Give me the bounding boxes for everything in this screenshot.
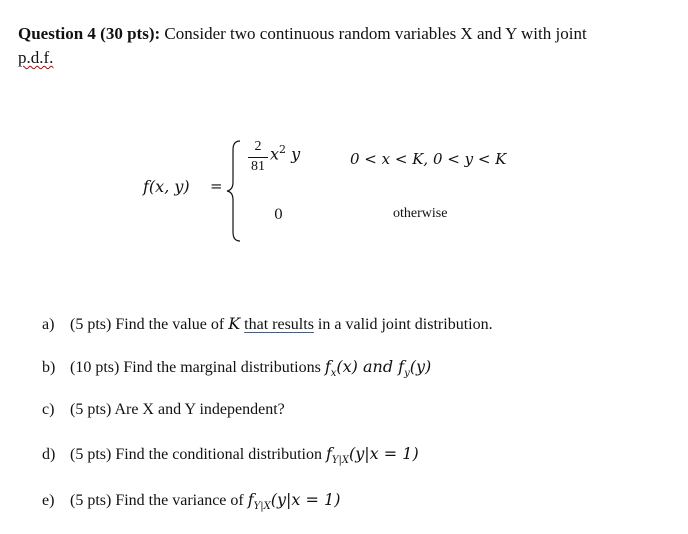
part-a — [42, 313, 493, 336]
pdf-abbreviation: p.d.f. — [18, 48, 54, 67]
left-brace-icon — [226, 140, 242, 242]
part-d-pre: (5 pts) Find the conditional distribution — [70, 446, 326, 463]
part-c-text: (5 pts) Are X and Y independent? — [70, 401, 285, 418]
part-d-label: d) — [42, 446, 56, 463]
part-b — [42, 356, 431, 385]
part-d-math: $f_{Y|X}(y|x = 1)$ — [325, 444, 419, 467]
part-a-pre: (5 pts) Find the value of — [70, 316, 229, 333]
part-b-pre: (10 pts) Find the marginal distributions — [70, 359, 325, 376]
formula-term — [270, 143, 300, 163]
part-a-label: a) — [42, 316, 55, 333]
part-a-post: in a valid joint distribution. — [313, 316, 493, 333]
part-e-label: e) — [42, 492, 55, 509]
fraction-denominator: 81 — [251, 159, 265, 174]
question-text: Consider two continuous random variables X and Y with joint — [160, 24, 587, 43]
part-d — [42, 443, 419, 472]
question-title: Question 4 (30 pts): — [18, 24, 161, 43]
term-exponent: 2 — [279, 143, 287, 156]
term-base: x — [270, 144, 280, 164]
fraction — [248, 139, 268, 175]
part-a-underlined: that results — [244, 316, 314, 333]
part-c — [42, 399, 285, 421]
part-c-label: c) — [42, 401, 55, 418]
part-b-math: $f_x(x)$ and $f_y(y)$ — [324, 357, 432, 380]
part-a-k: K — [228, 314, 241, 333]
formula-equals: = — [210, 177, 223, 195]
term-var: y — [286, 144, 301, 164]
formula-condition: 0 < x < K, 0 < y < K — [350, 150, 507, 168]
fraction-numerator: 2 — [254, 139, 262, 154]
formula-lhs: f(x, y) — [143, 177, 190, 196]
part-e-pre: (5 pts) Find the variance of — [70, 492, 248, 509]
formula-zero: 0 — [274, 207, 283, 223]
part-e-math: $f_{Y|X}(y|x = 1)$ — [247, 490, 341, 513]
question-heading — [18, 22, 678, 70]
part-e — [42, 489, 340, 518]
formula-otherwise: otherwise — [393, 206, 448, 221]
part-b-label: b) — [42, 359, 56, 376]
